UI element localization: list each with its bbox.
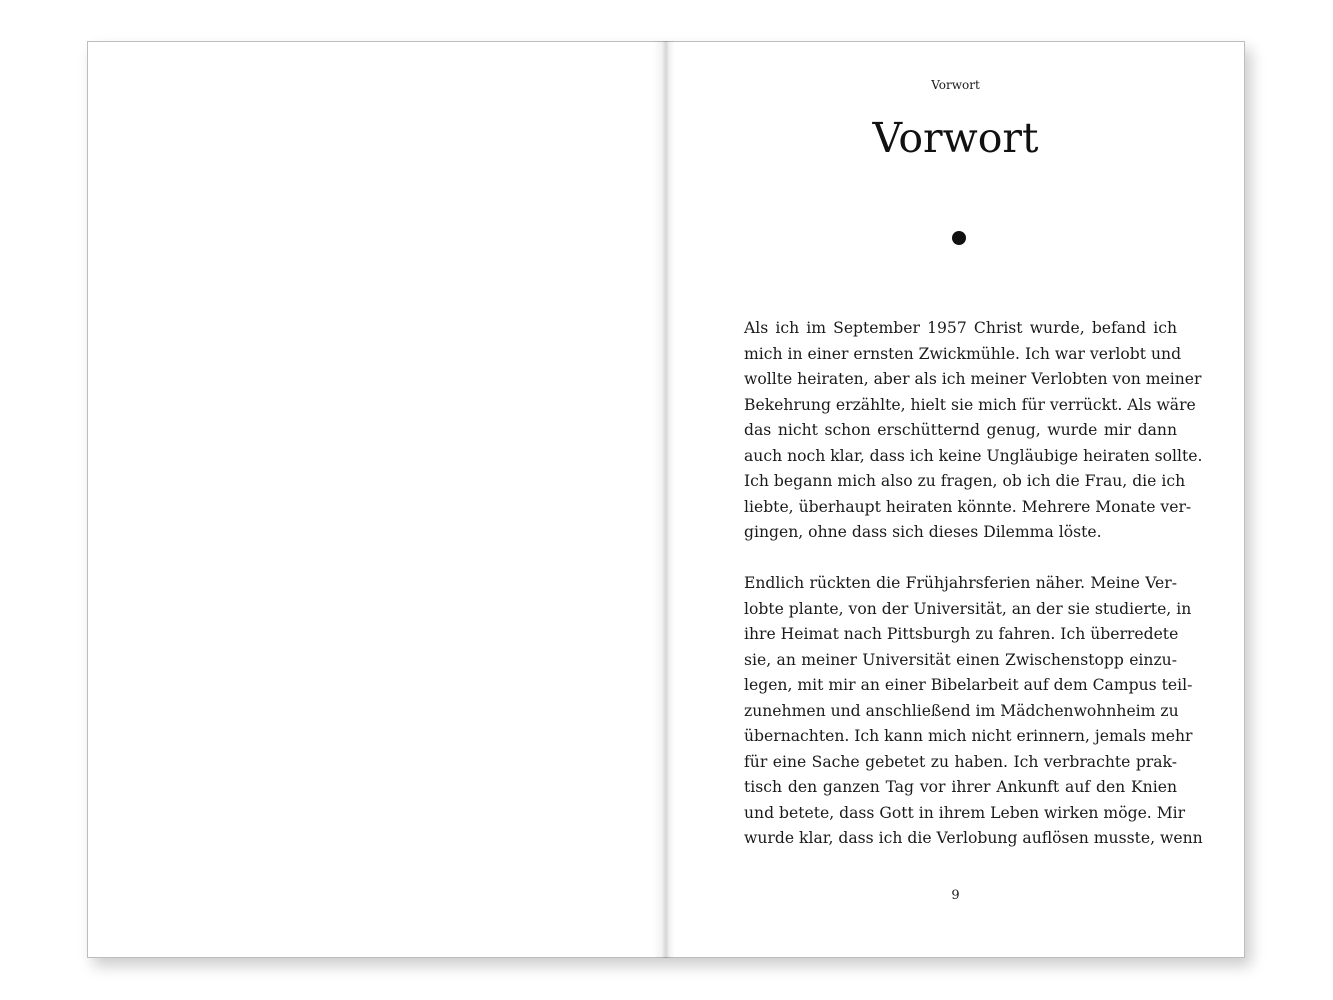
paragraph-2 [744, 571, 1203, 852]
text-line: und betete, dass Gott in ihrem Leben wirken möge. Mir [744, 803, 1186, 822]
text-line: das nicht schon erschütternd genug, wurde mir dann [744, 421, 1177, 439]
text-line: Als ich im September 1957 Christ wurde, befand ich [744, 319, 1177, 337]
running-head: Vorwort [931, 78, 980, 92]
book-spread [87, 41, 1245, 958]
text-line: Ich begann mich also zu fragen, ob ich die Frau, die ich [744, 472, 1186, 490]
text-line: Bekehrung erzählte, hielt sie mich für verrückt. Als wäre [744, 395, 1196, 414]
text-line: liebte, überhaupt heiraten könnte. Mehrere Monate ver- [744, 497, 1192, 516]
text-line: sie, an meiner Universität einen Zwischenstopp einzu- [744, 650, 1177, 669]
left-page [87, 41, 666, 958]
text-line: gingen, ohne dass sich dieses Dilemma löste. [744, 523, 1102, 541]
text-line: lobte plante, von der Universität, an der sie studierte, in [744, 599, 1192, 618]
text-line: ihre Heimat nach Pittsburgh zu fahren. Ich überredete [744, 625, 1179, 643]
text-line: übernachten. Ich kann mich nicht erinnern, jemals mehr [744, 727, 1193, 745]
chapter-title: Vorwort [872, 114, 1039, 162]
text-line: wollte heiraten, aber als ich meiner Verlobten von meiner [744, 370, 1202, 388]
text-line: legen, mit mir an einer Bibelarbeit auf dem Campus teil- [744, 676, 1193, 694]
text-line: wurde klar, dass ich die Verlobung auflösen musste, wenn [744, 829, 1203, 847]
page-number: 9 [951, 888, 960, 903]
text-line: auch noch klar, dass ich keine Ungläubige heiraten sollte. [744, 446, 1203, 465]
text-line: zunehmen und anschließend im Mädchenwohnheim zu [744, 701, 1179, 720]
bullet-ornament-icon [952, 231, 966, 245]
spine-gutter [653, 41, 675, 958]
right-page [666, 41, 1245, 958]
text-line: für eine Sache gebetet zu haben. Ich verbrachte prak- [744, 752, 1177, 771]
text-line: mich in einer ernsten Zwickmühle. Ich war verlobt und [744, 344, 1182, 363]
text-line: Endlich rückten die Frühjahrsferien näher. Meine Ver- [744, 574, 1177, 592]
paragraph-1 [744, 316, 1203, 546]
text-line: tisch den ganzen Tag vor ihrer Ankunft auf den Knien [744, 778, 1177, 796]
